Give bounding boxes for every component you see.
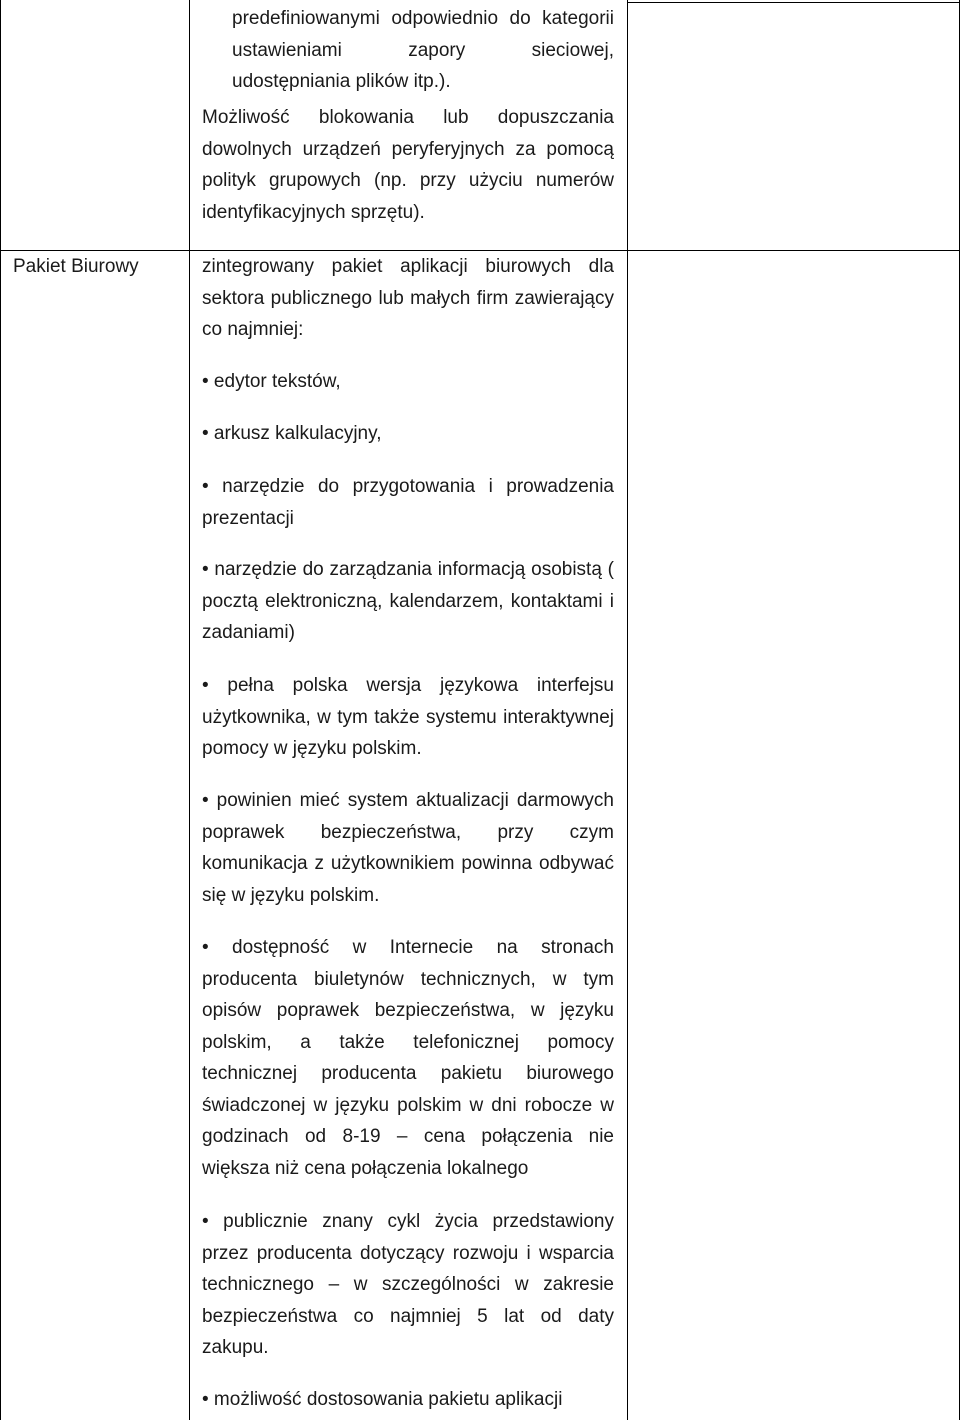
requirement-item: • edytor tekstów, xyxy=(202,371,341,392)
requirement-item: • możliwość dostosowania pakietu aplikacji xyxy=(202,1389,563,1410)
requirement-item: • powinien mieć system aktualizacji darmowych poprawek bezpieczeństwa, przy czym komunikacja z użytkownikiem powinna odbywać się w języku polskim. xyxy=(202,790,614,906)
requirement-item: • pełna polska wersja językowa interfejsu użytkownika, w tym także systemu interaktywnej pomocy w języku polskim. xyxy=(202,675,614,759)
office-suite-intro: zintegrowany pakiet aplikacji biurowych dla sektora publicznego lub małych firm zawierający co najmniej: xyxy=(202,256,614,340)
requirement-item: • publicznie znany cykl życia przedstawiony przez producenta dotyczący rozwoju i wsparcia technicznego – w szczególności w zakresie bezpieczeństwa co najmniej 5 lat od daty zakupu. xyxy=(202,1211,614,1358)
requirement-item: • narzędzie do przygotowania i prowadzenia prezentacji xyxy=(202,476,614,529)
column-divider-1 xyxy=(189,0,190,1420)
prev-row-continued-text: predefiniowanymi odpowiednio do kategorii ustawieniami zapory sieciowej, udostępniania plików itp.). xyxy=(232,8,614,92)
row-label-office-suite: Pakiet Biurowy xyxy=(13,256,139,277)
cell-top-border xyxy=(627,2,960,3)
requirement-item: • dostępność w Internecie na stronach producenta biuletynów technicznych, w tym opisów poprawek bezpieczeństwa, w języku polskim, a także telefonicznej pomocy technicznej producenta pakietu biurowego świadczonej w języku polskim w dni robocze w godzinach od 8-19 – cena połączenia nie większa niż cena połączenia lokalnego xyxy=(202,937,614,1179)
requirement-item: • narzędzie do zarządzania informacją osobistą ( pocztą elektroniczną, kalendarzem, kontaktami i zadaniami) xyxy=(202,559,614,643)
column-divider-2 xyxy=(627,0,628,1420)
table-border-left xyxy=(0,0,1,1420)
requirement-item: • arkusz kalkulacyjny, xyxy=(202,423,382,444)
device-control-text: Możliwość blokowania lub dopuszczania dowolnych urządzeń peryferyjnych za pomocą polityk grupowych (np. przy użyciu numerów identyfikacyjnych sprzętu). xyxy=(202,107,614,223)
